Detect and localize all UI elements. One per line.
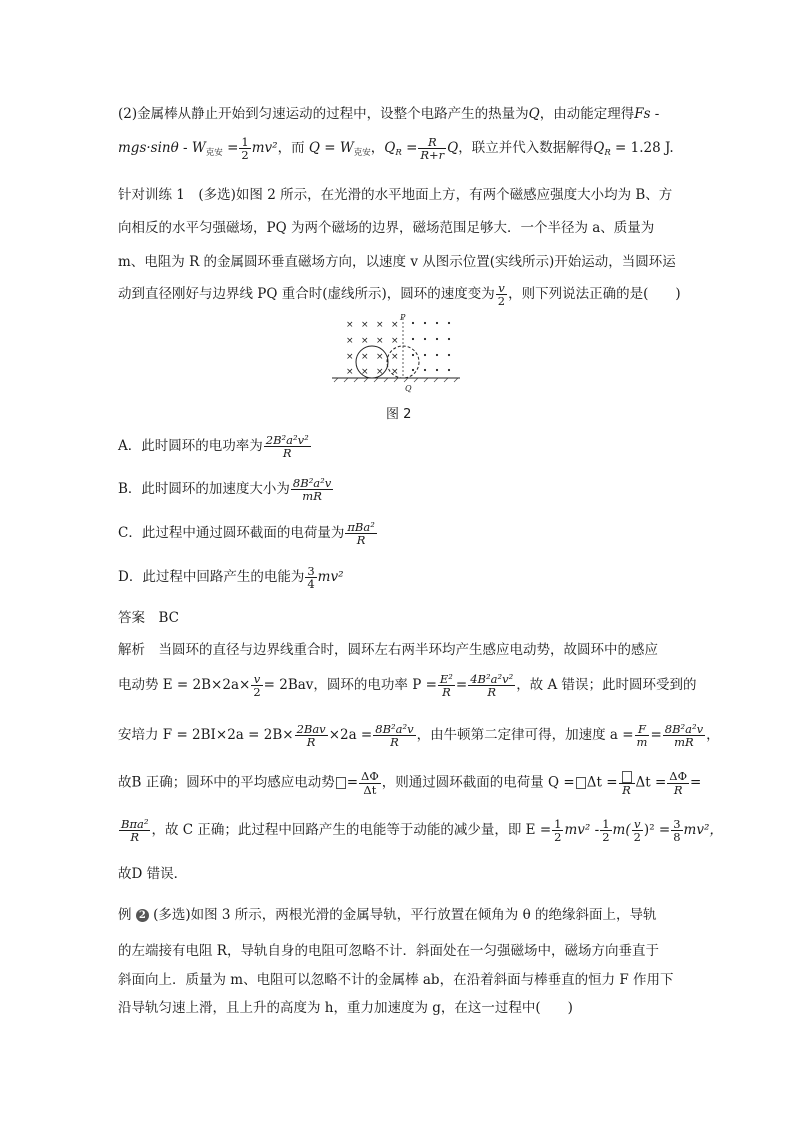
denominator: 2: [253, 685, 261, 700]
numerator: 8B²a²v: [375, 722, 414, 736]
svg-text:×: ×: [361, 320, 369, 330]
subscript: 克安: [205, 148, 223, 159]
denominator: R: [390, 735, 399, 750]
text: ×2a =: [328, 727, 373, 744]
fraction: [552, 818, 563, 843]
example-label: 例: [118, 907, 132, 923]
text: mv²，: [683, 822, 723, 839]
numerator: v: [251, 673, 262, 686]
numerator: Bπa²: [121, 817, 149, 831]
fraction: [373, 723, 415, 748]
text: =: [227, 140, 239, 157]
emf-placeholder-box: [622, 771, 632, 783]
text: A．此时圆环的电功率为: [118, 438, 263, 455]
fraction: [305, 565, 316, 590]
text: =: [406, 140, 418, 157]
subscript: R: [604, 148, 611, 159]
numerator: ΔΦ: [669, 769, 688, 784]
example-line1: [118, 903, 657, 923]
example-number-badge: 2: [136, 909, 149, 922]
var: W: [191, 140, 206, 157]
var: θ: [170, 140, 179, 157]
var: W: [339, 140, 354, 157]
svg-text:×: ×: [376, 336, 384, 346]
figure-caption: 图 2: [386, 407, 412, 422]
denominator: R: [487, 685, 497, 700]
emf-placeholder-box: [336, 777, 346, 789]
svg-text:×: ×: [346, 320, 354, 330]
var: Q: [593, 140, 605, 157]
text: =: [346, 774, 359, 791]
var: Q: [384, 140, 396, 157]
fraction: [663, 723, 705, 748]
analysis-line2: [118, 673, 697, 698]
svg-text:×: ×: [361, 336, 369, 346]
text: = 2Bav，圆环的电功率 P =: [263, 677, 437, 694]
option-A: [118, 434, 312, 459]
svg-text:×: ×: [391, 367, 399, 377]
text: ，故 C 正确；此过程中回路产生的电能等于动能的减少量，即 E =: [151, 822, 552, 839]
analysis-line5: [118, 818, 723, 843]
text: ，由动能定理得: [539, 106, 635, 122]
training-line2: 向相反的水平匀强磁场，PQ 为两个磁场的边界，磁场范围足够大．一个半径为 a、质量为: [118, 220, 655, 236]
subscript: R: [395, 148, 402, 159]
analysis-line6: 故D 错误．: [118, 866, 188, 882]
fraction: [438, 673, 455, 698]
option-B: [118, 477, 334, 502]
denominator: 2: [602, 830, 610, 845]
text: ，则下列说法正确的是( ): [508, 286, 681, 303]
denominator: Δt: [363, 782, 377, 797]
cross-field: [346, 320, 399, 377]
denominator: R: [673, 782, 683, 797]
var: Q: [528, 106, 540, 122]
dot-field: [412, 322, 450, 371]
numerator: 1: [602, 817, 610, 831]
text: 动到直径刚好与边界线 PQ 重合时(虚线所示)，圆环的速度变为: [118, 286, 495, 303]
text: Δt =: [586, 774, 618, 791]
para1-line1: [118, 102, 659, 122]
text: = 1.28 J.: [615, 140, 674, 157]
denominator: R: [356, 533, 366, 548]
var: mv²: [251, 140, 278, 157]
text: ，: [706, 727, 720, 744]
current-placeholder-box: [576, 777, 586, 789]
denominator: R: [130, 830, 140, 845]
answer-value: BC: [158, 610, 180, 626]
ground-hatch: [334, 378, 458, 382]
text: B．此时圆环的加速度大小为: [118, 481, 290, 498]
svg-text:×: ×: [376, 367, 384, 377]
example-line3: 斜面向上．质量为 m、电阻可以忽略不计的金属棒 ab，在沿着斜面与棒垂直的恒力 F 作用下: [118, 972, 674, 988]
denominator: R: [442, 685, 451, 700]
text: m(: [612, 822, 631, 839]
ring-solid: [356, 346, 388, 378]
text: =: [690, 774, 702, 791]
training-line3: m、电阻为 R 的金属圆环垂直磁场方向，以速度 v 从图示位置(实线所示)开始运动，当圆环运: [118, 254, 676, 270]
var: Q: [447, 140, 459, 157]
numerator: 8B²a²v: [292, 476, 332, 490]
numerator: 1: [241, 135, 249, 149]
text: =: [455, 677, 468, 694]
numerator: R: [418, 136, 446, 149]
text: (2)金属棒从静止开始到匀速运动的过程中，设整个电路产生的热量为: [118, 106, 529, 122]
fraction: [671, 818, 682, 843]
denominator: 2: [497, 294, 506, 309]
text: D．此过程中回路产生的电能为: [118, 569, 305, 586]
fraction: [619, 770, 635, 796]
numerator: [619, 770, 635, 784]
denominator: R: [282, 446, 292, 461]
analysis-line1: 解析 当圆环的直径与边界线重合时，圆环左右两半环均产生感应电动势，故圆环中的感应: [118, 642, 658, 658]
fraction: [418, 136, 446, 161]
denominator: 2: [241, 148, 249, 163]
svg-text:×: ×: [376, 352, 384, 362]
text: )² =: [643, 822, 671, 839]
text: Δt =: [635, 774, 667, 791]
label-Q: Q: [405, 384, 412, 393]
text: 故B 正确；圆环中的平均感应电动势: [118, 774, 335, 791]
svg-text:×: ×: [391, 336, 399, 346]
text: ，故 A 错误；此时圆环受到的: [516, 677, 697, 694]
option-D: [118, 565, 344, 590]
numerator: 8B²a²v: [664, 722, 704, 736]
fraction: [251, 673, 262, 698]
fraction: [264, 434, 311, 459]
training-line1: 针对训练 1 (多选)如图 2 所示，在光滑的水平地面上方，有两个磁感应强度大小均为 B、方: [118, 187, 673, 203]
text: ，而: [277, 140, 305, 157]
denominator: R: [622, 783, 631, 797]
numerator: 2B²a²v²: [265, 433, 309, 447]
text: 安培力 F = 2BI×2a = 2B×: [118, 727, 294, 744]
fraction: [635, 723, 650, 748]
svg-text:×: ×: [346, 336, 354, 346]
example-line2: 的左端接有电阻 R，导轨自身的电阻可忽略不计．斜面处在一匀强磁场中，磁场方向垂直于: [118, 943, 659, 959]
numerator: 4B²a²v²: [470, 672, 514, 686]
text: -: [654, 106, 660, 122]
answer-label: 答案: [118, 610, 145, 626]
denominator: mR: [302, 489, 322, 504]
denominator: 4: [307, 577, 315, 592]
analysis-line3: [118, 723, 720, 748]
numerator: v: [496, 282, 507, 295]
numerator: ΔΦ: [361, 769, 379, 784]
figure-2-diagram: [328, 312, 468, 394]
text: =: [324, 140, 336, 157]
svg-text:×: ×: [376, 320, 384, 330]
numerator: F: [635, 723, 650, 736]
fraction: [359, 770, 381, 795]
option-C: [118, 521, 378, 546]
label-P: P: [400, 313, 406, 322]
fraction: [239, 136, 250, 161]
var: mgs·sin: [118, 140, 171, 157]
text: =: [650, 727, 662, 744]
text: ，联立并代入数据解得: [458, 140, 594, 157]
subscript: 克安: [353, 148, 371, 159]
fraction: [295, 723, 328, 748]
numerator: E²: [439, 672, 453, 686]
fraction: [345, 521, 376, 546]
var: mv²: [317, 569, 344, 586]
fraction: [119, 818, 150, 843]
denominator: R: [306, 735, 316, 750]
var: Q: [308, 140, 320, 157]
fraction: [496, 282, 507, 307]
denominator: 2: [554, 830, 562, 845]
fraction: [632, 818, 643, 843]
text: ，由牛顿第二定律可得，加速度 a =: [416, 727, 634, 744]
denominator: 8: [673, 830, 681, 845]
denominator: m: [636, 735, 648, 750]
var: Fs: [634, 106, 651, 122]
text: C．此过程中通过圆环截面的电荷量为: [118, 525, 345, 542]
analysis-line4: [118, 770, 701, 796]
text: 电动势 E = 2B×2a×: [118, 677, 251, 694]
text: ，则通过圆环截面的电荷量 Q =: [381, 774, 575, 791]
fraction: [600, 818, 611, 843]
text: (多选)如图 3 所示，两根光滑的金属导轨，平行放置在倾角为 θ 的绝缘斜面上，导轨: [153, 907, 657, 923]
svg-text:×: ×: [361, 352, 369, 362]
svg-text:×: ×: [391, 320, 399, 330]
fraction: [468, 673, 515, 698]
svg-text:×: ×: [346, 367, 354, 377]
example-line4: 沿导轨匀速上滑，且上升的高度为 h，重力加速度为 g，在这一过程中( ): [118, 1000, 573, 1016]
svg-text:×: ×: [346, 352, 354, 362]
text: mv² -: [564, 822, 600, 839]
text: ，: [370, 140, 385, 157]
numerator: 3: [307, 564, 315, 578]
numerator: πBa²: [347, 520, 375, 534]
svg-text:×: ×: [361, 367, 369, 377]
numerator: 3: [673, 817, 681, 831]
numerator: 2Bav: [296, 722, 326, 736]
para1-line2: [118, 136, 674, 161]
svg-text:×: ×: [391, 352, 399, 362]
training-line4: [118, 282, 681, 307]
denominator: mR: [674, 735, 694, 750]
fraction: [667, 770, 689, 795]
text: -: [183, 140, 188, 157]
denominator: R+r: [420, 148, 445, 163]
fraction: [291, 477, 333, 502]
answer: [118, 606, 179, 626]
denominator: 2: [633, 830, 641, 845]
numerator: 1: [554, 817, 562, 831]
numerator: v: [632, 818, 643, 831]
